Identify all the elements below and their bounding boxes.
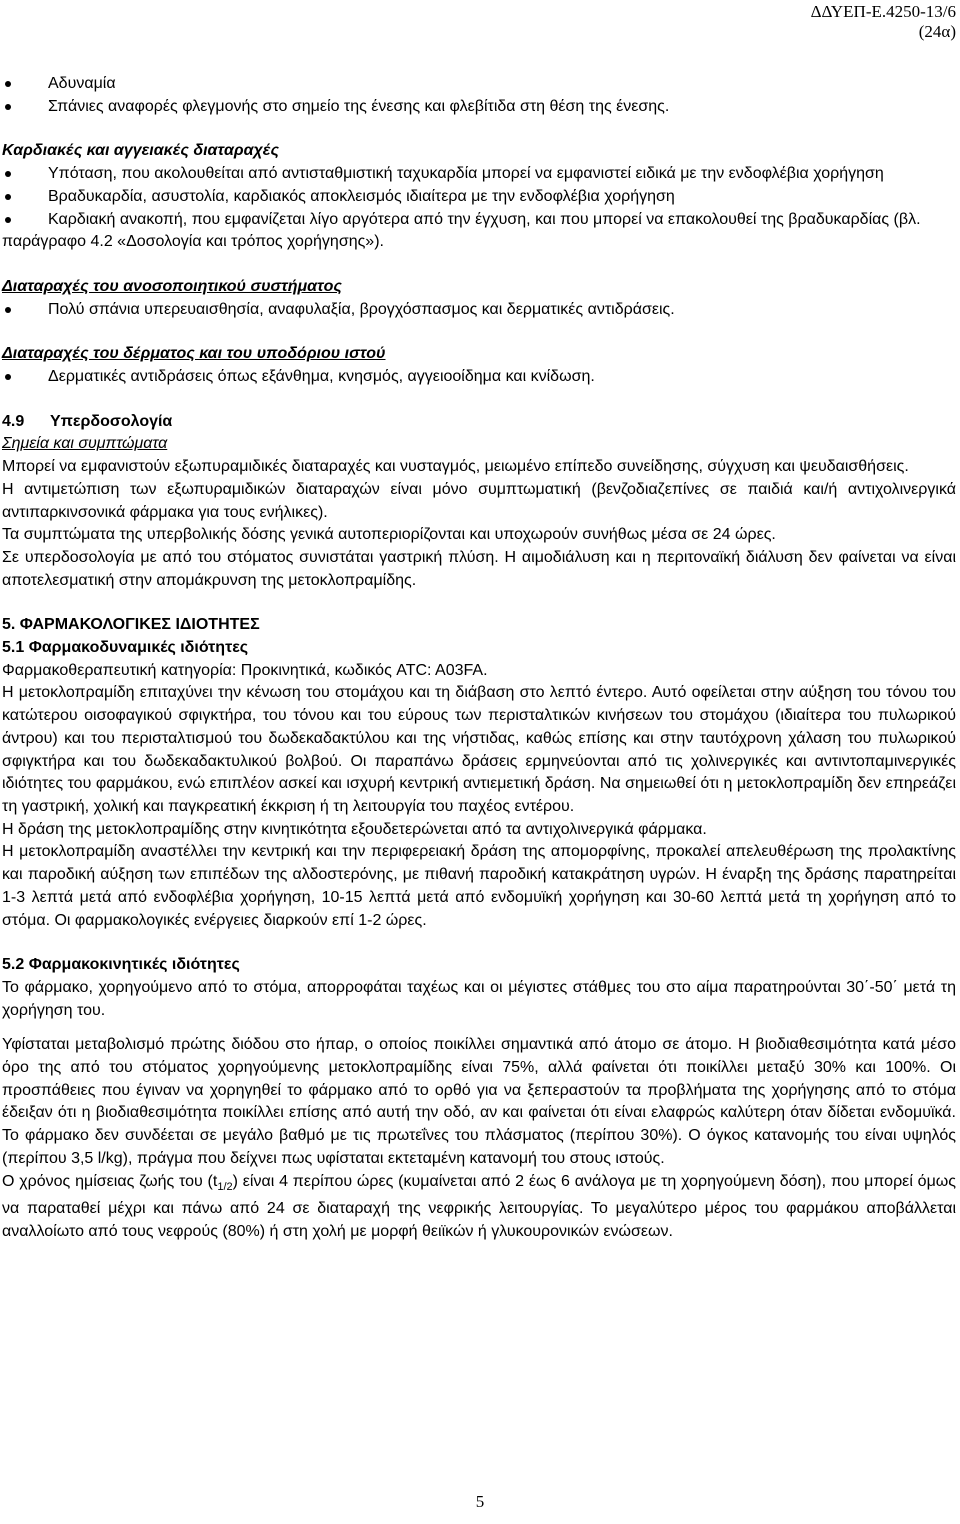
section-title: Υπερδοσολογία	[50, 412, 173, 430]
cardiac-list	[2, 163, 956, 254]
list-item: Σπάνιες αναφορές φλεγμονής στο σημείο της ένεσης και φλεβίτιδα στη θέση της ένεσης.	[2, 96, 956, 119]
document-reference	[811, 2, 956, 42]
immune-heading: Διαταραχές του ανοσοποιητικού συστήματος	[2, 277, 342, 295]
document-body	[2, 73, 956, 1244]
paragraph: Μπορεί να εμφανιστούν εξωπυραμιδικές διαταραχές και νυσταγμός, μειωμένο επίπεδο συνείδησης, σύγχυση και ψευδαισθήσεις.	[2, 458, 909, 476]
list-item: Υπόταση, που ακολουθείται από αντισταθμιστική ταχυκαρδία μπορεί να εμφανιστεί ειδικά με την ενδοφλέβια χορήγηση	[2, 163, 956, 186]
paragraph: Το φάρμακο, χορηγούμενο από το στόμα, απορροφάται ταχέως και οι μέγιστες στάθμες του στο αίμα παρατηρούνται 30΄-50΄ μετά τη χορήγηση του.	[2, 978, 956, 1019]
section-number: 4.9	[2, 412, 25, 430]
list-item: Βραδυκαρδία, ασυστολία, καρδιακός αποκλεισμός ιδιαίτερα με την ενδοφλέβια χορήγηση	[2, 186, 956, 209]
general-disorders-list	[2, 73, 956, 118]
cardiac-heading: Καρδιακές και αγγειακές διαταραχές	[2, 142, 279, 160]
document-code: ΔΔΥΕΠ-Ε.4250-13/6	[810, 2, 956, 21]
list-item: Πολύ σπάνια υπερευαισθησία, αναφυλαξία, βρογχόσπασμος και δερματικές αντιδράσεις.	[2, 299, 956, 322]
paragraph	[2, 1171, 956, 1244]
list-item: Δερματικές αντιδράσεις όπως εξάνθημα, κνησμός, αγγειοοίδημα και κνίδωση.	[2, 366, 956, 389]
paragraph: Φαρμακοθεραπευτική κατηγορία: Προκινητικά, κωδικός ATC: A03FA.	[2, 661, 488, 679]
overdose-subheading: Σημεία και συμπτώματα	[2, 435, 168, 453]
paragraph: Η μετοκλοπραμίδη αναστέλλει την κεντρική και την περιφερειακή δράση της απομορφίνης, προκαλεί απελευθέρωση της προλακτίνης και παροδική αύξηση των επιπέδων της αλδοστερόνης, με πιθανή παροδική κατακράτηση υγρών. Η έναρξη της δράσης παρατηρείται 1-3 λεπτά μετά από ενδοφλέβια χορήγηση, 10-15 λεπτά μετά από ενδομυϊκή χορήγηση και 30-60 λεπτά μετά τη χορήγηση από το στόμα. Οι φαρμακολογικές ενέργειες διαρκούν επί 1-2 ώρες.	[2, 843, 956, 929]
list-item: Καρδιακή ανακοπή, που εμφανίζεται λίγο αργότερα από την έγχυση, και που μπορεί να επακολουθεί της βραδυκαρδίας (βλ. παράγραφο 4.2 «Δοσολογία και τρόπος χορήγησης»).	[2, 209, 956, 254]
paragraph: Η δράση της μετοκλοπραμίδης στην κινητικότητα εξουδετερώνεται από τα αντιχολινεργικά φάρμακα.	[2, 820, 707, 838]
half-life-subscript: 1/2	[217, 1180, 233, 1193]
overdose-heading	[2, 411, 956, 434]
paragraph: Υφίσταται μεταβολισμό πρώτης διόδου στο ήπαρ, ο οποίος ποικίλλει σημαντικά από άτομο σε άτομο. Η βιοδιαθεσιμότητα κατά μέσο όρο της από του στόματος χορηγούμενης μετοκλοπραμίδης είναι 75%, αλλά φαίνεται ότι ποικίλλει μεταξύ 30% και 100%. Οι προσπάθειες που έγιναν να χορηγηθεί το φάρμακο από το ορθό για να ξεπεραστούν τα προβλήματα της χορήγησης από το στόμα έδειξαν ότι η βιοδιαθεσιμότητα ποικίλλει επίσης από αυτή την οδό, αν και φαίνεται ότι είναι ελαφρώς καλύτερη όταν δίδεται ενδομυϊκά. Το φάρμακο δεν συνδέεται σε μεγάλο βαθμό με τις πρωτεΐνες του πλάσματος (περίπου 30%). Ο όγκος κατανομής του είναι υψηλός (περίπου 3,5 l/kg), πράγμα που δείχνει πως υφίσταται εκτεταμένη κατανομή του στους ιστούς.	[2, 1036, 956, 1167]
immune-list	[2, 299, 956, 322]
half-life-text-end: ) είναι 4 περίπου ώρες (κυμαίνεται από 2 έως 6 ανάλογα με τη χορηγούμενη δόση), που μπορεί όμως να παραταθεί μέχρι και πάνω από 24 σε διαταραχή της νεφρικής λειτουργίας. Το μεγαλύτερο μέρος του φαρμάκου αποβάλλεται αναλλοίωτο από τους νεφρούς (80%) ή στη χολή με μορφή θειϊκών ή γλυκουρονικών ενώσεων.	[2, 1172, 957, 1241]
paragraph: Τα συμπτώματα της υπερβολικής δόσης γενικά αυτοπεριορίζονται και υποχωρούν συνήθως μέσα σε 24 ώρες.	[2, 526, 776, 544]
half-life-text-start: Ο χρόνος ημίσειας ζωής του (t	[2, 1172, 218, 1190]
skin-heading: Διαταραχές του δέρματος και του υποδόριου ιστού	[2, 345, 386, 363]
list-item: Αδυναμία	[2, 73, 956, 96]
document-subcode: (24α)	[918, 22, 956, 41]
section51-heading: 5.1 Φαρμακοδυναμικές ιδιότητες	[2, 639, 249, 657]
section5-heading: 5. ΦΑΡΜΑΚΟΛΟΓΙΚΕΣ ΙΔΙΟΤΗΤΕΣ	[2, 616, 260, 634]
paragraph: Η μετοκλοπραμίδη επιταχύνει την κένωση του στομάχου και τη διάβαση στο λεπτό έντερο. Αυτό οφείλεται στην αύξηση του τόνου του κατώτερου οισοφαγικού σφιγκτήρα, του τόνου και του εύρους των περισταλτικών κινήσεων του στομάχου (ιδιαίτερα του πυλωρικού άντρου) και του περισταλτισμού του δωδεκαδακτύλου και της νήστιδας, καθώς επίσης και στην ταυτόχρονη χάλαση του πυλωρικού σφιγκτήρα και του δωδεκαδακτυλικού βολβού. Οι παραπάνω δράσεις ερμηνεύονται από τις χολινεργικές και αντιντοπαμινεργικές ιδιότητες του φαρμάκου, ενώ επιπλέον ασκεί και ισχυρή κεντρική αντιεμετική δράση. Να σημειωθεί ότι η μετοκλοπραμίδη δεν επηρεάζει τη γαστρική, χολική και παγκρεατική έκκριση ή τη λειτουργία του παχέος εντέρου.	[2, 684, 956, 815]
paragraph: Η αντιμετώπιση των εξωπυραμιδικών διαταραχών είναι μόνο συμπτωματική (βενζοδιαζεπίνες σε παιδιά και/ή αντιχολινεργικά αντιπαρκινσονικά φάρμακα για τους ενήλικες).	[2, 480, 956, 521]
page-number: 5	[475, 1492, 485, 1511]
paragraph: Σε υπερδοσολογία με από του στόματος συνιστάται γαστρική πλύση. Η αιμοδιάλυση και η περιτοναϊκή διάλυση δεν φαίνεται να είναι αποτελεσματική στην απομάκρυνση της μετοκλοπραμίδης.	[2, 548, 956, 589]
skin-list	[2, 366, 956, 389]
section52-heading: 5.2 Φαρμακοκινητικές ιδιότητες	[2, 956, 240, 974]
